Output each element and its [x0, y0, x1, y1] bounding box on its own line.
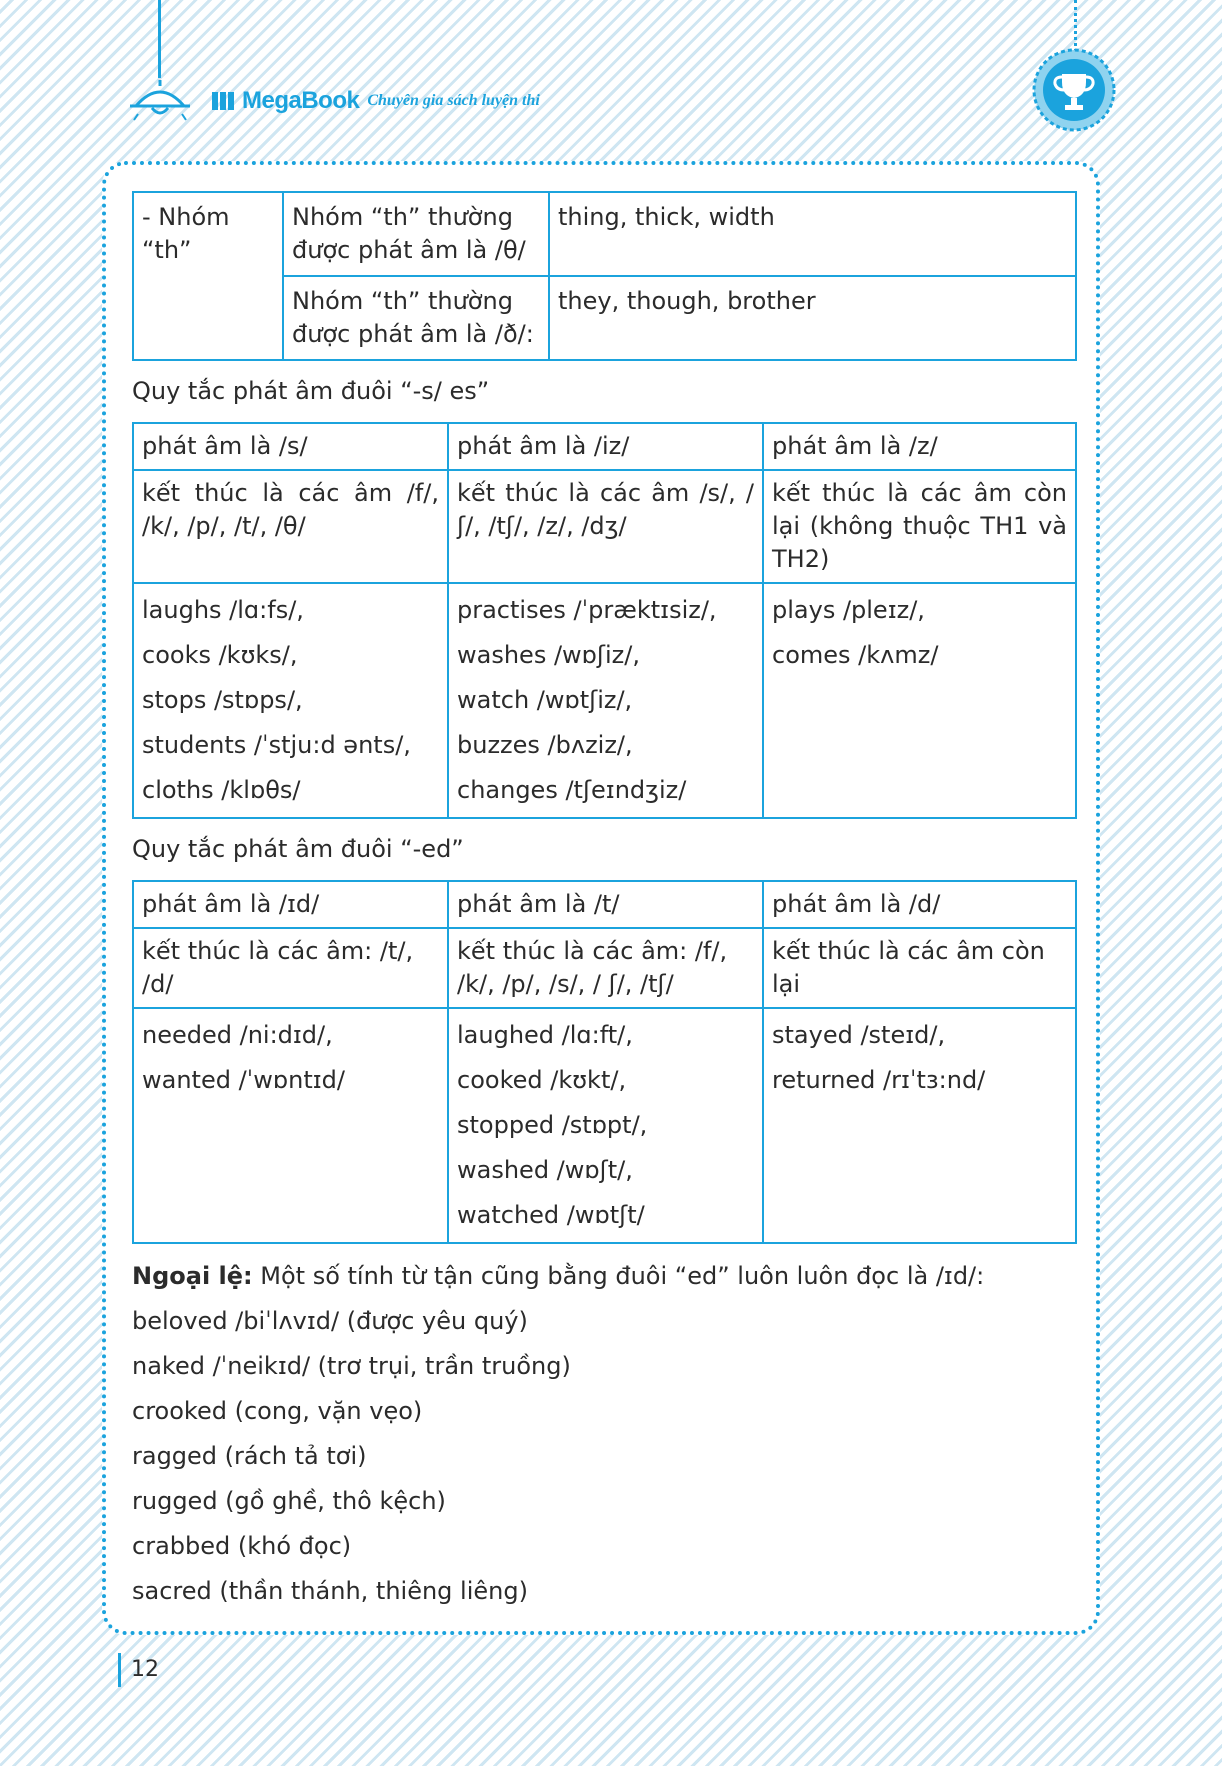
exceptions-label: Ngoại lệ:	[132, 1262, 253, 1290]
condition-cell: kết thúc là các âm còn lại	[763, 928, 1076, 1008]
s-es-section-title: Quy tắc phát âm đuôi “-s/ es”	[132, 377, 490, 405]
condition-cell: kết thúc là các âm /s/, /ʃ/, /tʃ/, /z/, /dʒ/	[448, 470, 763, 583]
column-header: phát âm là /ɪd/	[133, 881, 448, 928]
exceptions-intro-text: Một số tính từ tận cũng bằng đuôi “ed” luôn luôn đọc là /ɪd/:	[252, 1262, 985, 1290]
list-item: cooked /kʊkt/,	[457, 1066, 627, 1094]
ed-section-title: Quy tắc phát âm đuôi “-ed”	[132, 835, 464, 863]
list-item: students /ˈstju:d ənts/,	[142, 731, 411, 759]
example-cell	[448, 1008, 763, 1243]
list-item: crabbed (khó đọc)	[132, 1532, 352, 1560]
lamp-icon	[126, 76, 194, 122]
th-group-table	[132, 191, 1077, 361]
example-cell	[763, 583, 1076, 818]
th-example-cell: they, though, brother	[549, 276, 1076, 360]
list-item: plays /pleɪz/,	[772, 596, 925, 624]
list-item: needed /ni:dɪd/,	[142, 1021, 333, 1049]
list-item: cooks /kʊks/,	[142, 641, 298, 669]
page-number: 12	[118, 1653, 159, 1687]
condition-cell: kết thúc là các âm: /t/, /d/	[133, 928, 448, 1008]
trophy-badge-icon	[1030, 46, 1118, 134]
list-item: watched /wɒtʃt/	[457, 1201, 645, 1229]
column-header: phát âm là /z/	[763, 423, 1076, 470]
list-item: ragged (rách tả tơi)	[132, 1442, 367, 1470]
list-item: stayed /steɪd/,	[772, 1021, 946, 1049]
table-row	[133, 928, 1076, 1008]
th-example-cell: thing, thick, width	[549, 192, 1076, 276]
table-row	[133, 583, 1076, 818]
list-item: washes /wɒʃiz/,	[457, 641, 640, 669]
list-item: rugged (gồ ghề, thô kệch)	[132, 1487, 446, 1515]
table-header-row	[133, 881, 1076, 928]
list-item: laughs /lɑ:fs/,	[142, 596, 304, 624]
list-item: wanted /ˈwɒntɪd/	[142, 1066, 345, 1094]
list-item: crooked (cong, vặn vẹo)	[132, 1397, 423, 1425]
list-item: stopped /stɒpt/,	[457, 1111, 648, 1139]
list-item: watch /wɒtʃiz/,	[457, 686, 633, 714]
th-rule-cell: Nhóm “th” thường được phát âm là /θ/	[283, 192, 549, 276]
list-item: stops /stɒps/,	[142, 686, 303, 714]
table-header-row	[133, 423, 1076, 470]
exceptions-intro	[132, 1254, 1077, 1299]
brand-tagline: Chuyên gia sách luyện thi	[367, 92, 540, 109]
column-header: phát âm là /t/	[448, 881, 763, 928]
content-card	[102, 161, 1100, 1635]
column-header: phát âm là /s/	[133, 423, 448, 470]
card-content	[132, 191, 1077, 1614]
table-row	[133, 192, 1076, 276]
th-rule-cell: Nhóm “th” thường được phát âm là /ð/:	[283, 276, 549, 360]
list-item: washed /wɒʃt/,	[457, 1156, 633, 1184]
s-es-table	[132, 422, 1077, 819]
list-item: sacred (thần thánh, thiêng liêng)	[132, 1577, 528, 1605]
list-item: beloved /biˈlʌvɪd/ (được yêu quý)	[132, 1307, 528, 1335]
badge-string	[1074, 0, 1077, 52]
th-group-label: - Nhóm “th”	[133, 192, 283, 360]
column-header: phát âm là /iz/	[448, 423, 763, 470]
brand-name: MegaBook	[242, 87, 360, 114]
brand-header	[212, 88, 540, 114]
list-item: buzzes /bʌziz/,	[457, 731, 633, 759]
megabook-logo-icon	[212, 92, 234, 110]
condition-cell: kết thúc là các âm: /f/, /k/, /p/, /s/, / ʃ/, /tʃ/	[448, 928, 763, 1008]
table-row	[133, 470, 1076, 583]
list-item: cloths /klɒθs/	[142, 776, 301, 804]
column-header: phát âm là /d/	[763, 881, 1076, 928]
list-item: comes /kʌmz/	[772, 641, 939, 669]
example-cell	[133, 1008, 448, 1243]
condition-cell: kết thúc là các âm /f/, /k/, /p/, /t/, /θ/	[133, 470, 448, 583]
example-cell	[448, 583, 763, 818]
table-row	[133, 1008, 1076, 1243]
list-item: naked /ˈneikɪd/ (trơ trụi, trần truồng)	[132, 1352, 571, 1380]
lamp-cord	[158, 0, 161, 78]
list-item: returned /rɪˈtɜ:nd/	[772, 1066, 986, 1094]
list-item: changes /tʃeɪndʒiz/	[457, 776, 687, 804]
example-cell	[763, 1008, 1076, 1243]
ed-table	[132, 880, 1077, 1244]
list-item: laughed /lɑ:ft/,	[457, 1021, 633, 1049]
condition-cell: kết thúc là các âm còn lại (không thuộc TH1 và TH2)	[763, 470, 1076, 583]
list-item: practises /ˈpræktɪsiz/,	[457, 596, 717, 624]
example-cell	[133, 583, 448, 818]
exceptions-block	[132, 1254, 1077, 1614]
